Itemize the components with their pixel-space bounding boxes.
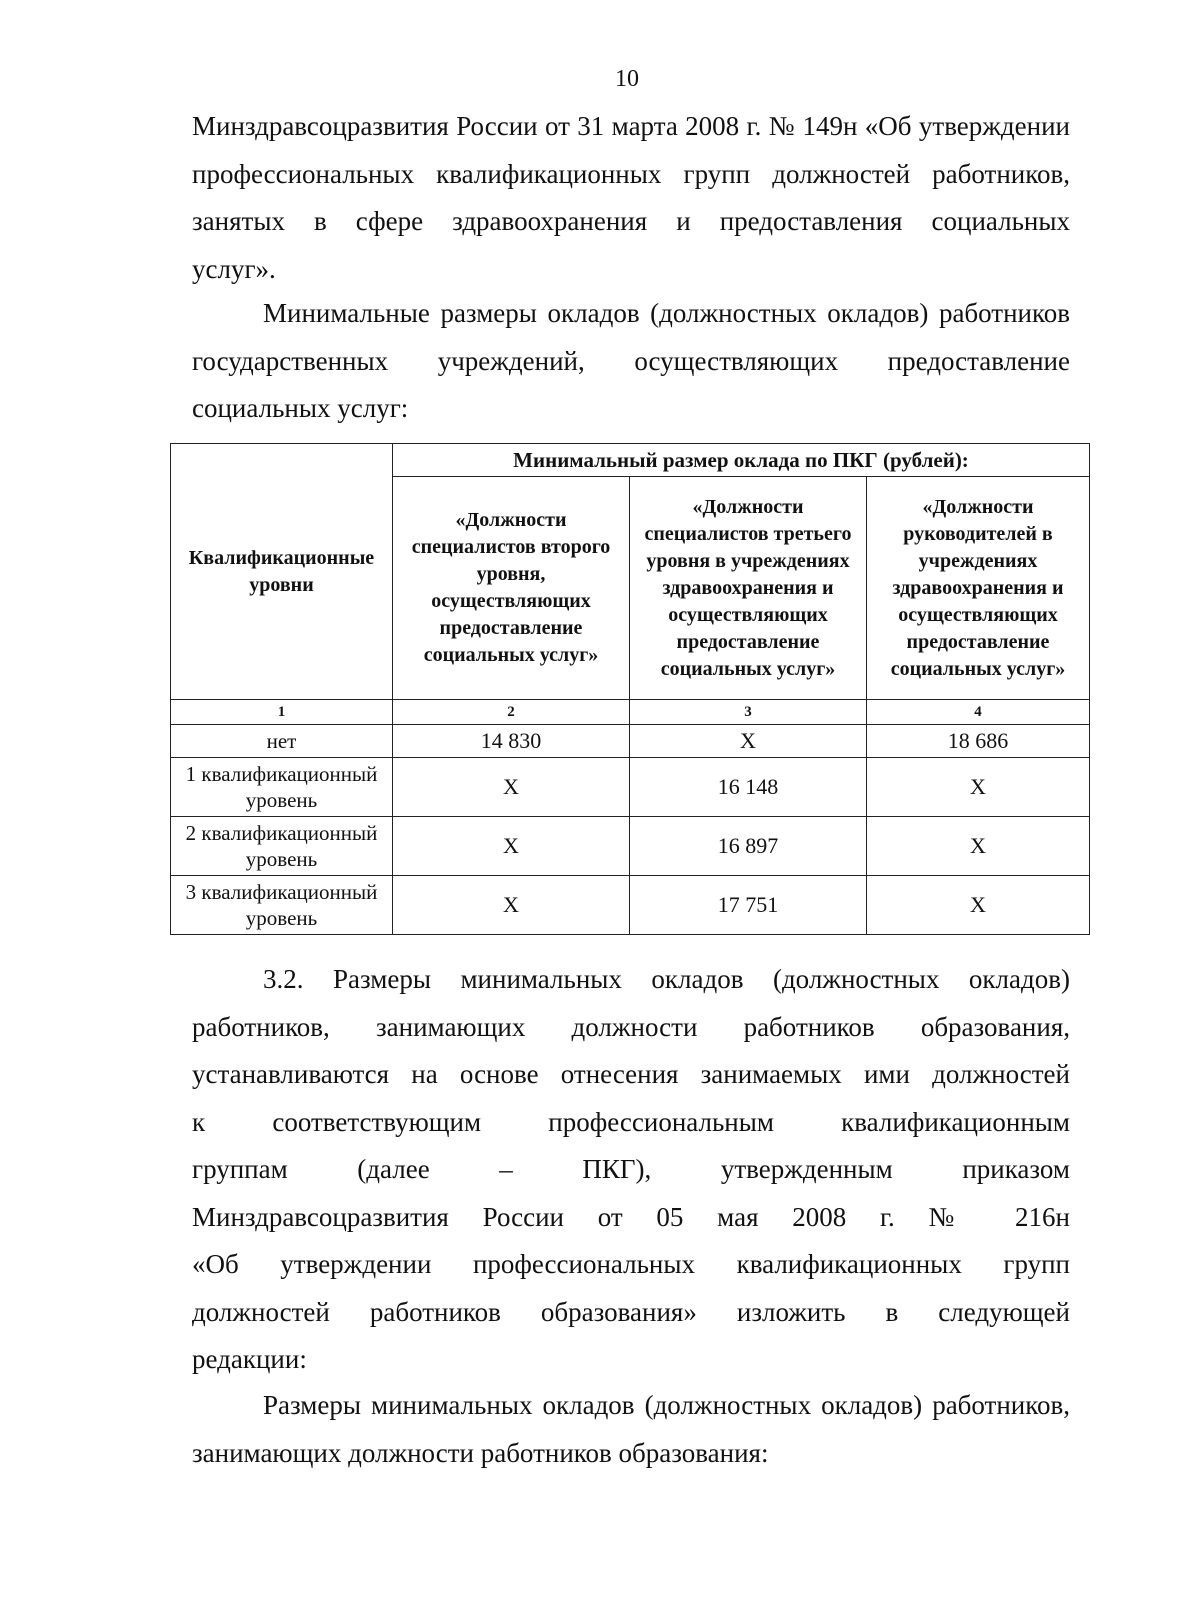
paragraph-social-services-intro	[192, 290, 1070, 433]
salary-cell: 16 148	[630, 758, 867, 817]
page-number: 10	[615, 66, 639, 92]
text-line: услуг».	[192, 253, 276, 284]
text-line: должностей работников образования» изложить в следующей	[192, 1296, 1070, 1327]
text-line: занятых в сфере здравоохранения и предоставления социальных	[192, 206, 1070, 236]
salary-cell: Х	[393, 817, 630, 876]
text-line: профессиональных квалификационных групп должностей работников,	[192, 158, 1070, 189]
salary-cell: 18 686	[867, 725, 1090, 758]
text-line: занимающих должности работников образования:	[192, 1437, 769, 1468]
text-line: социальных услуг:	[192, 393, 409, 423]
paragraph-education-intro	[192, 1382, 1070, 1477]
column-number: 2	[393, 700, 630, 725]
salary-cell: 16 897	[630, 817, 867, 876]
header-min-salary-group: Минимальный размер оклада по ПКГ (рублей):	[393, 444, 1090, 477]
text-line: устанавливаются на основе отнесения занимаемых ими должностей	[192, 1059, 1070, 1089]
header-qualification-levels: Квалификационные уровни	[171, 444, 393, 700]
column-number: 3	[630, 700, 867, 725]
text-line: работников, занимающих должности работников образования,	[192, 1011, 1070, 1042]
salary-cell: Х	[630, 725, 867, 758]
salary-table	[170, 443, 1090, 935]
table-row	[171, 817, 1090, 876]
text-line: группам (далее – ПКГ), утвержденным приказом	[192, 1154, 1070, 1184]
salary-cell: Х	[393, 876, 630, 935]
salary-cell: Х	[867, 758, 1090, 817]
text-line: 3.2. Размеры минимальных окладов (должностных окладов)	[263, 964, 1070, 994]
table-row	[171, 876, 1090, 935]
header-managers: «Должности руководителей в учреждениях здравоохранения и осуществляющих предоставление социальных услуг»	[867, 477, 1090, 700]
text-line: Минздравсоцразвития России от 31 марта 2008 г. № 149н «Об утверждении	[192, 111, 1070, 141]
text-line: Минздравсоцразвития России от 05 мая 2008 г. № 216н	[192, 1201, 1070, 1232]
text-line: редакции:	[192, 1344, 307, 1374]
column-number: 4	[867, 700, 1090, 725]
level-cell: 3 квалификационный уровень	[171, 876, 393, 935]
salary-cell: Х	[393, 758, 630, 817]
text-line: к соответствующим профессиональным квалификационным	[192, 1106, 1070, 1137]
level-cell: нет	[171, 725, 393, 758]
text-line: Размеры минимальных окладов (должностных окладов) работников,	[263, 1390, 1070, 1420]
salary-cell: Х	[867, 876, 1090, 935]
paragraph-order-149n	[192, 103, 1070, 293]
salary-cell: Х	[867, 817, 1090, 876]
text-line: Минимальные размеры окладов (должностных окладов) работников	[263, 298, 1070, 328]
column-number: 1	[171, 700, 393, 725]
text-line: государственных учреждений, осуществляющих предоставление	[192, 345, 1070, 376]
text-line: «Об утверждении профессиональных квалификационных групп	[192, 1249, 1070, 1279]
table-row	[171, 725, 1090, 758]
level-cell: 1 квалификационный уровень	[171, 758, 393, 817]
paragraph-3-2-education	[192, 956, 1070, 1384]
column-numbers-row	[171, 700, 1090, 725]
salary-cell: 14 830	[393, 725, 630, 758]
table-row	[171, 758, 1090, 817]
salary-cell: 17 751	[630, 876, 867, 935]
level-cell: 2 квалификационный уровень	[171, 817, 393, 876]
header-specialists-level-3: «Должности специалистов третьего уровня в учреждениях здравоохранения и осуществляющих предоставление социальных услуг»	[630, 477, 867, 700]
header-specialists-level-2: «Должности специалистов второго уровня, осуществляющих предоставление социальных услуг»	[393, 477, 630, 700]
